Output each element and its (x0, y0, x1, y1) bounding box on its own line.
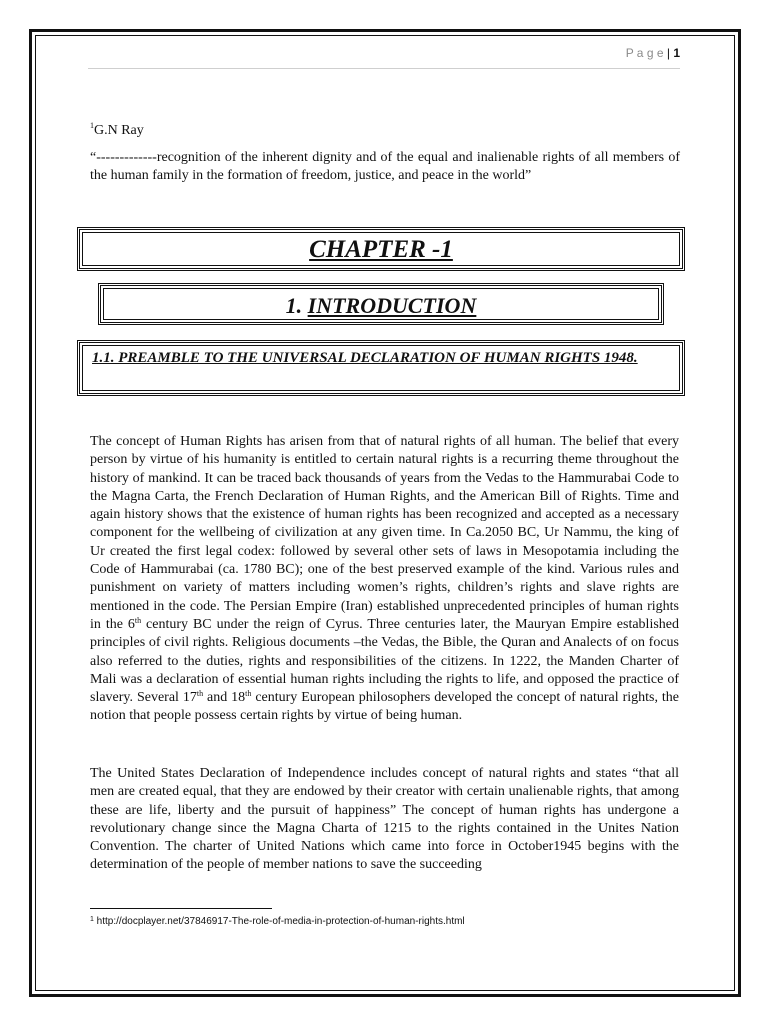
author-line (90, 121, 144, 139)
preamble-heading: 1.1. PREAMBLE TO THE UNIVERSAL DECLARATION OF HUMAN RIGHTS 1948. (92, 350, 638, 366)
body-paragraph-2: The United States Declaration of Independence includes concept of natural rights and states “that all men are created equal, that they are endowed by their creator with certain unalienable rights, that among these are life, liberty and the pursuit of happiness” The concept of human rights has undergone a revolutionary change since the Magna Charta of 1215 to the rights contained in the Unites Nation Convention. The charter of United Nations which came into force in October1945 begins with the determination of the people of member nations to save the succeeding (90, 766, 679, 873)
introduction-heading-box (98, 283, 664, 325)
chapter-title-box (77, 227, 685, 271)
footnote-link[interactable]: http://docplayer.net/37846917-The-role-of-media-in-protection-of-human-rights.html (93, 916, 465, 927)
page-number: 1 (673, 46, 680, 60)
introduction-title: INTRODUCTION (307, 293, 477, 318)
paragraph1-part4: century European philosophers developed the concept of natural rights, the notion that people possess certain rights by virtue of being human. (90, 690, 679, 724)
introduction-number: 1. (285, 293, 303, 318)
paragraph1-sup3: th (245, 689, 252, 699)
introduction-heading (101, 293, 661, 319)
epigraph-quote: “-------------recognition of the inherent dignity and of the equal and inalienable rights of all members of the human family in the formation of freedom, justice, and peace in the world” (90, 150, 680, 183)
paragraph1-part1: The concept of Human Rights has arisen from that of natural rights of all human. The belief that every person by virtue of his humanity is entitled to certain natural rights is a recurring theme throughout the history of mankind. It can be traced back thousands of years from the Vedas to the Hammurabai Code to the Magna Carta, the French Declaration of Human Rights, and the American Bill of Rights. Time and again history shows that the existence of human rights has been recognized and accepted as a necessary component for the wellbeing of civilization at any given time. In Ca.2050 BC, Ur Nammu, the king of Ur created the first legal codex: followed by several other sets of laws in Mesopotamia including the Code of Hammurabai (ca. 1780 BC); one of the best preserved example of the kind. Various rules and punishment on variety of matters including women’s rights, children’s rights and slave rights are mentioned in the code. The Persian Empire (Iran) established unprecedented principles of human rights in the 6 (90, 434, 679, 632)
footnote-marker: 1 (90, 916, 94, 923)
footnote-separator (90, 908, 272, 909)
paragraph1-sup1: th (134, 615, 142, 625)
chapter-title: CHAPTER -1 (309, 236, 453, 263)
footnote (90, 916, 465, 927)
paragraph1-part3: and 18 (203, 690, 246, 706)
page-separator: | (666, 46, 670, 60)
page-label: P a g e (625, 46, 664, 60)
page-header (88, 46, 680, 69)
author-name: G.N Ray (94, 123, 144, 138)
author-footnote-marker: 1 (90, 121, 94, 130)
paragraph1-part2: century BC under the reign of Cyrus. Three centuries later, the Mauryan Empire established principles of civil rights. Religious documents –the Vedas, the Bible, the Quran and Analects of on focus also referred to the duties, rights and responsibilities of the citizens. In 1222, the Manden Charter of Mali was a declaration of essential human rights including the rights to life, and opposed the practice of slavery. Several 17 (90, 616, 680, 706)
paragraph1-sup2: th (196, 689, 204, 699)
body-paragraph-1 (90, 433, 679, 726)
preamble-heading-box (77, 340, 685, 396)
